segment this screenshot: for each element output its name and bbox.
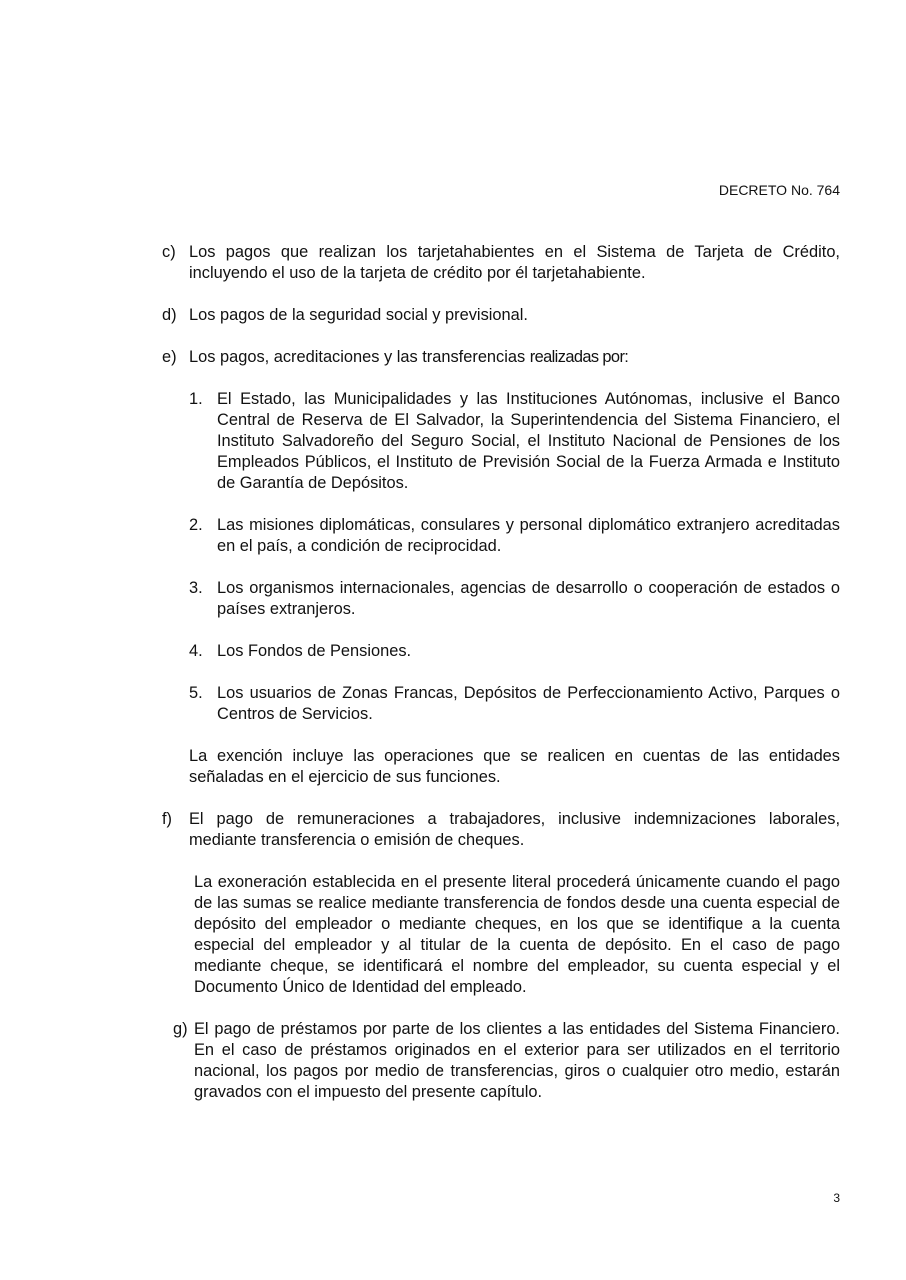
exemption-note: La exención incluye las operaciones que se realicen en cuentas de las entidades señaladas en el ejercicio de sus funciones. [189,747,840,786]
sub-item-label: 3. [189,579,203,597]
item-label: e) [162,348,177,366]
sub-item-3 [189,578,840,620]
item-text [189,347,840,368]
sub-item-4 [189,641,840,662]
sub-item-label: 4. [189,642,203,660]
item-label: f) [162,810,173,828]
decree-number: DECRETO No. 764 [718,182,840,198]
sub-item-label: 2. [189,516,203,534]
item-text-main: Los pagos, acreditaciones y las transferencias [189,348,530,366]
item-text: El pago de remuneraciones a trabajadores, inclusive indemnizaciones laborales, mediante transferencia o emisión de cheques. [189,810,840,849]
item-label: c) [162,243,176,261]
item-text: Los pagos de la seguridad social y previsional. [189,306,528,324]
sub-item-label: 1. [189,390,203,408]
item-text: El pago de préstamos por parte de los clientes a las entidades del Sistema Financiero. En el caso de préstamos originados en el exterior para ser utilizados en el territorio nacional, los pagos por medio de transferencias, giros o cualquier otro medio, estarán gravados con el impuesto del presente capítulo. [194,1020,840,1101]
item-text-tail: realizadas por: [529,348,629,366]
list-item-e [162,347,840,368]
sub-item-text: Los Fondos de Pensiones. [217,642,412,660]
sub-item-1 [189,389,840,494]
page-number: 3 [833,1191,840,1205]
list-item-g [173,1019,840,1103]
sub-item-2 [189,515,840,557]
decree-body [162,242,840,1103]
sub-item-text: Las misiones diplomáticas, consulares y personal diplomático extranjero acreditadas en el país, a condición de reciprocidad. [217,516,840,555]
sub-item-text: Los organismos internacionales, agencias de desarrollo o cooperación de estados o países extranjeros. [217,579,840,618]
exoneration-note: La exoneración establecida en el presente literal procederá únicamente cuando el pago de las sumas se realice mediante transferencia de fondos desde una cuenta especial de depósito del empleador o mediante cheques, en los que se identifique a la cuenta especial del empleador y al titular de la cuenta de depósito. En el caso de pago mediante cheque, se identificará el nombre del empleador, su cuenta especial y el Documento Único de Identidad del empleado. [194,873,840,996]
item-label: g) [173,1020,188,1038]
list-item-c [162,242,840,284]
item-text: Los pagos que realizan los tarjetahabientes en el Sistema de Tarjeta de Crédito, incluyendo el uso de la tarjeta de crédito por él tarjetahabiente. [189,243,840,282]
item-label: d) [162,306,177,324]
list-item-f [162,809,840,851]
sub-item-5 [189,683,840,725]
sub-item-text: Los usuarios de Zonas Francas, Depósitos de Perfeccionamiento Activo, Parques o Centros de Servicios. [217,684,840,723]
sub-item-text: El Estado, las Municipalidades y las Instituciones Autónomas, inclusive el Banco Central de Reserva de El Salvador, la Superintendencia del Sistema Financiero, el Instituto Salvadoreño del Seguro Social, el Instituto Nacional de Pensiones de los Empleados Públicos, el Instituto de Previsión Social de la Fuerza Armada e Instituto de Garantía de Depósitos. [217,390,840,492]
list-item-d [162,305,840,326]
sub-item-label: 5. [189,684,203,702]
